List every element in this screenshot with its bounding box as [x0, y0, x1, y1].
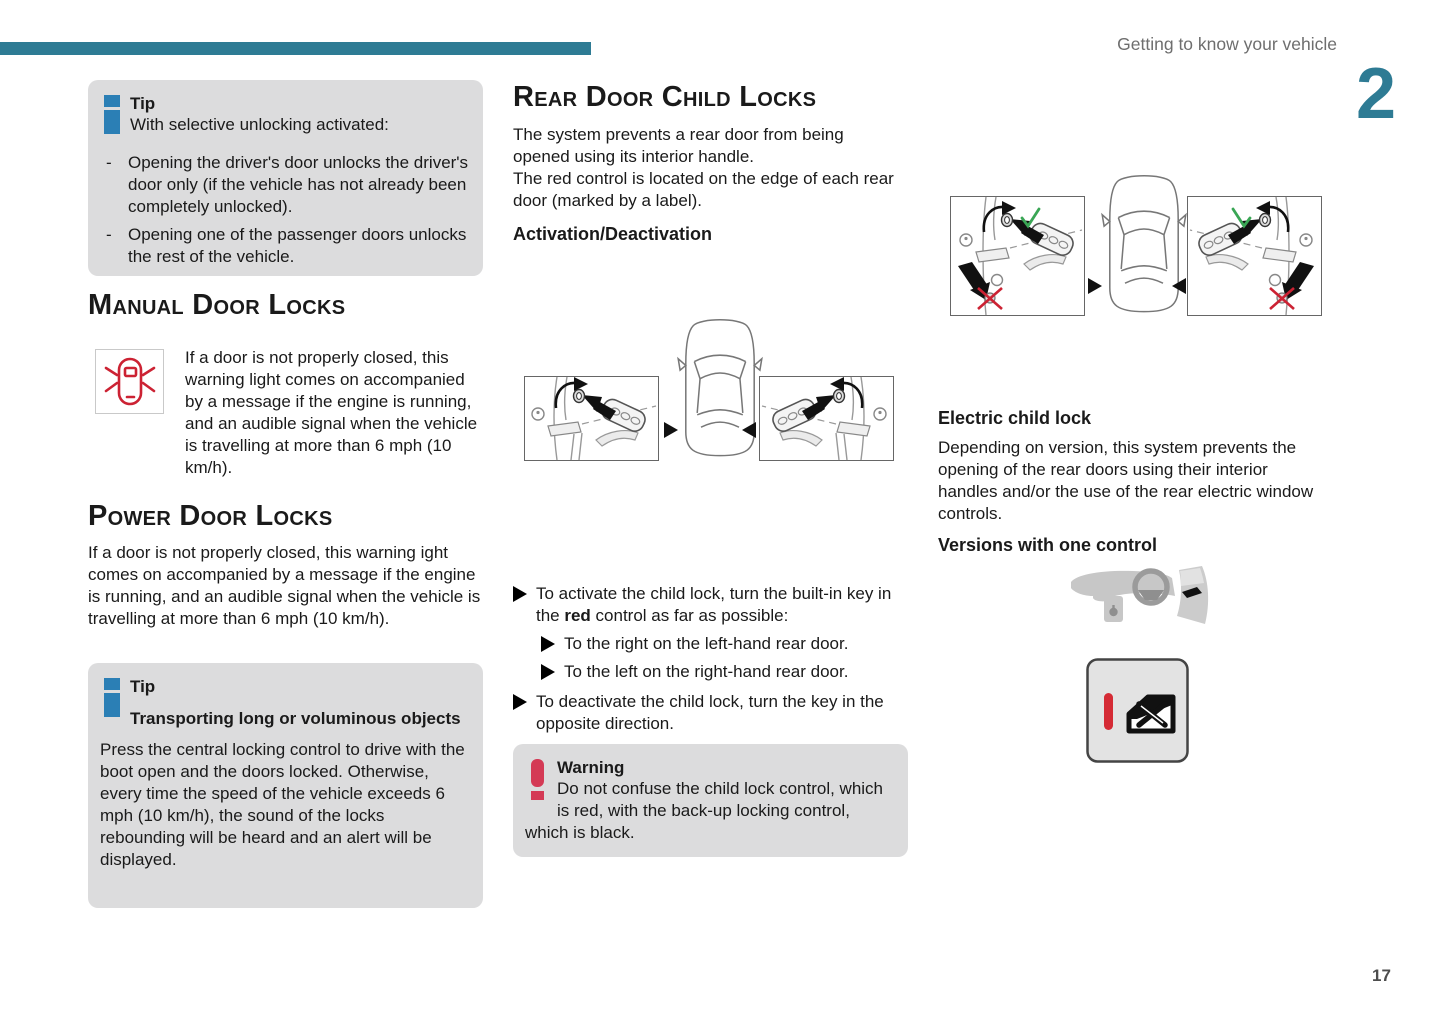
tip-subtitle: Transporting long or voluminous objects: [130, 709, 461, 728]
tip-list: [100, 138, 469, 268]
manual-door-locks-body: If a door is not properly closed, this warning light comes on accompanied by a message if the engine is running, and an audible signal when the vehicle is travelling at more than 6 mph (10 km/h).: [185, 348, 478, 477]
tip-title: Tip: [130, 94, 156, 113]
intro-line-2: The red control is located on the edge of each rear door (marked by a label).: [513, 169, 894, 210]
step-text: To the right on the left-hand rear door.: [564, 634, 849, 653]
step-text: To activate the child lock, turn the built-in key in the red control as far as possible:: [536, 584, 892, 625]
dash-bullet: -: [106, 225, 112, 244]
list-item-text: Opening one of the passenger doors unlocks the rest of the vehicle.: [128, 225, 467, 266]
warning-title: Warning: [557, 758, 625, 777]
subheading-electric-child-lock: Electric child lock: [938, 408, 1092, 428]
electric-child-lock-body: Depending on version, this system prevents the opening of the rear doors using their interior handles and/or the use of the rear electric window controls.: [938, 438, 1314, 523]
key-inset-left: [525, 377, 659, 461]
child-lock-controls-diagram: [946, 170, 1326, 320]
arrow-left-icon: [742, 422, 756, 438]
tip-box-selective-unlocking: [88, 80, 483, 276]
heading-power-door-locks: Power Door Locks: [88, 500, 333, 532]
arrow-right-icon: [664, 422, 678, 438]
tip-box-transporting: [88, 663, 483, 908]
dash-bullet: -: [106, 153, 112, 172]
tip-title: Tip: [130, 677, 156, 696]
arrow-left-icon: [1172, 278, 1186, 294]
triangle-bullet-icon: [541, 636, 555, 652]
step-right-left-door: [541, 633, 909, 655]
arrow-right-icon: [1088, 278, 1102, 294]
dashboard-door-illustration: [1063, 562, 1213, 632]
list-item-text: Opening the driver's door unlocks the driver's door only (if the vehicle has not already been completely unlocked).: [128, 153, 469, 216]
chapter-number: 2: [1356, 54, 1397, 134]
key-inset-left: [951, 197, 1085, 316]
key-inset-right: [1188, 197, 1322, 316]
child-locks-intro: [513, 124, 898, 212]
heading-manual-door-locks: Manual Door Locks: [88, 289, 346, 321]
door-ajar-warning-glyph: [102, 355, 158, 409]
intro-line-1: The system prevents a rear door from being opened using its interior handle.: [513, 125, 844, 166]
tip-body: Press the central locking control to drive with the boot open and the doors locked. Otherwise, every time the speed of the vehicle exceeds 6 mph (10 km/h), the sound of the locks rebounding will be heard and an alert will be displayed.: [100, 740, 465, 869]
warning-box: [513, 744, 908, 857]
step-deactivate: [513, 691, 909, 735]
child-lock-activation-diagram: [518, 310, 902, 472]
step-text: To deactivate the child lock, turn the key in the opposite direction.: [536, 692, 884, 733]
door-ajar-warning-icon: [95, 349, 164, 414]
car-top-view: [678, 320, 762, 456]
warning-body: Do not confuse the child lock control, which is red, with the back-up locking control, which is black.: [525, 779, 884, 842]
tip-intro: With selective unlocking activated:: [130, 115, 389, 134]
subheading-versions-one-control: Versions with one control: [938, 535, 1158, 555]
open-door-shape: [1177, 566, 1208, 624]
step-left-right-door: [541, 661, 909, 683]
page-number: 17: [1372, 966, 1391, 985]
child-lock-steps: [513, 575, 909, 735]
button-led-bar: [1104, 693, 1113, 730]
child-lock-window-button: [1085, 657, 1190, 764]
info-icon: [104, 95, 120, 134]
header-section-title: Getting to know your vehicle: [1117, 34, 1337, 54]
subheading-activation-deactivation: Activation/Deactivation: [513, 224, 713, 244]
header-accent-rule: [0, 42, 591, 55]
power-door-locks-body: If a door is not properly closed, this warning ight comes on accompanied by a message if the engine is running, and an audible signal when the vehicle is travelling at more than 6 mph (10 km/h).: [88, 543, 481, 628]
warning-icon: [531, 759, 545, 800]
step-activate: [513, 583, 909, 627]
triangle-bullet-icon: [541, 664, 555, 680]
triangle-bullet-icon: [513, 586, 527, 602]
info-icon: [104, 678, 120, 717]
list-item: [100, 224, 469, 268]
triangle-bullet-icon: [513, 694, 527, 710]
list-item: [100, 152, 469, 218]
key-inset-right: [760, 377, 894, 461]
heading-rear-door-child-locks: Rear Door Child Locks: [513, 81, 817, 113]
step-text: To the left on the right-hand rear door.: [564, 662, 849, 681]
car-top-view: [1102, 176, 1186, 312]
